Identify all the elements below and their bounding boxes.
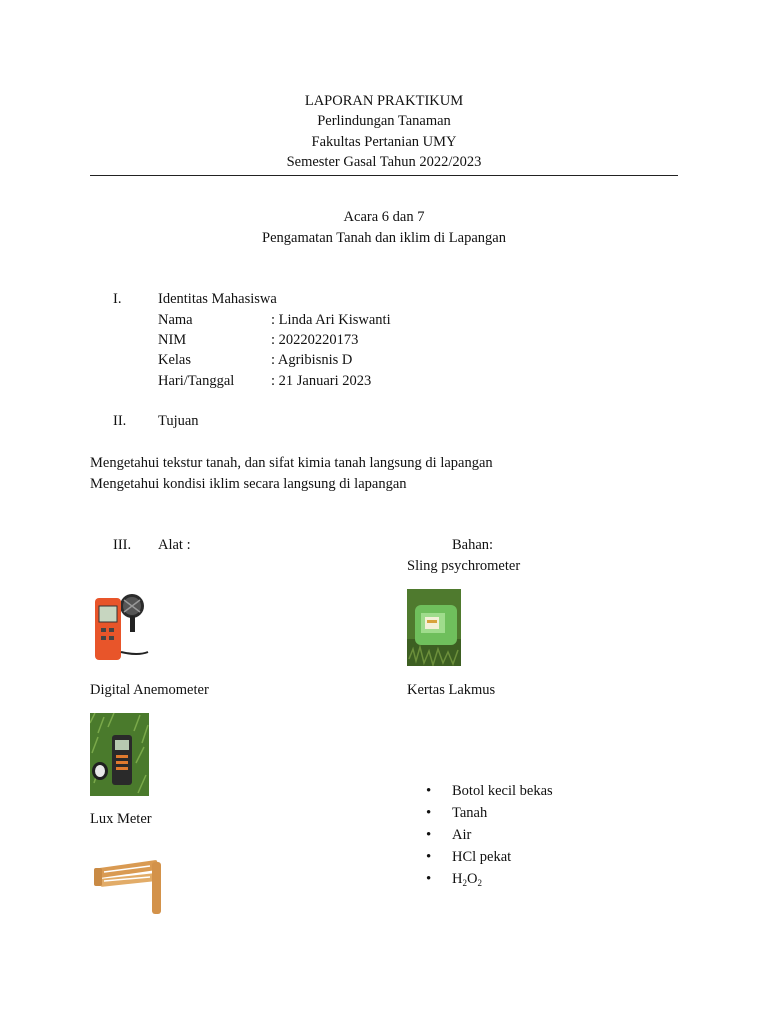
formula-base: O [466,871,478,887]
header-divider [90,175,678,176]
section-2-heading: Tujuan [158,413,199,429]
sling-psychrometer-label: Sling psychrometer [407,558,521,574]
semester: Semester Gasal Tahun 2022/2023 [286,154,482,170]
list-item: • Botol kecil bekas [408,781,553,803]
digital-anemometer-image [90,592,150,666]
formula-base: H [452,871,463,887]
list-item: • Tanah [408,803,553,825]
identity-label: NIM [158,332,187,348]
course-name: Perlindungan Tanaman [317,113,451,129]
lux-meter-image [90,713,149,796]
sling-psychrometer-image [90,842,170,924]
identity-value: : Agribisnis D [271,352,353,368]
section-1-heading: Identitas Mahasiswa [158,291,277,307]
objective-line: Mengetahui tekstur tanah, dan sifat kimia tanah langsung di lapangan [90,455,493,471]
section-3-number: III. [113,537,132,553]
list-item: • HCl pekat [408,847,553,869]
identity-value: : Linda Ari Kiswanti [271,312,391,328]
report-type: LAPORAN PRAKTIKUM [304,93,464,109]
activity-title: Pengamatan Tanah dan iklim di Lapangan [262,230,506,246]
identity-label: Kelas [158,352,192,368]
identity-label: Nama [158,312,193,328]
litmus-paper-label: Kertas Lakmus [407,682,496,698]
formula-subscript: 2 [462,878,467,888]
list-item: • Air [408,825,553,847]
list-item-h2o2 [408,869,553,891]
formula-subscript: 2 [477,878,482,888]
activity-number: Acara 6 dan 7 [343,209,425,225]
section-2-number: II. [113,413,127,429]
identity-value: : 20220220173 [271,332,359,348]
identity-label: Hari/Tanggal [158,373,235,389]
section-1-number: I. [113,291,122,307]
litmus-paper-image [407,589,461,666]
identity-value: : 21 Januari 2023 [271,373,372,389]
faculty-name: Fakultas Pertanian UMY [311,134,457,150]
tools-heading: Alat : [158,537,191,553]
materials-list [408,781,553,891]
objective-line: Mengetahui kondisi iklim secara langsung di lapangan [90,476,407,492]
lux-meter-label: Lux Meter [90,811,152,827]
materials-heading: Bahan: [452,537,494,553]
digital-anemometer-label: Digital Anemometer [90,682,209,698]
